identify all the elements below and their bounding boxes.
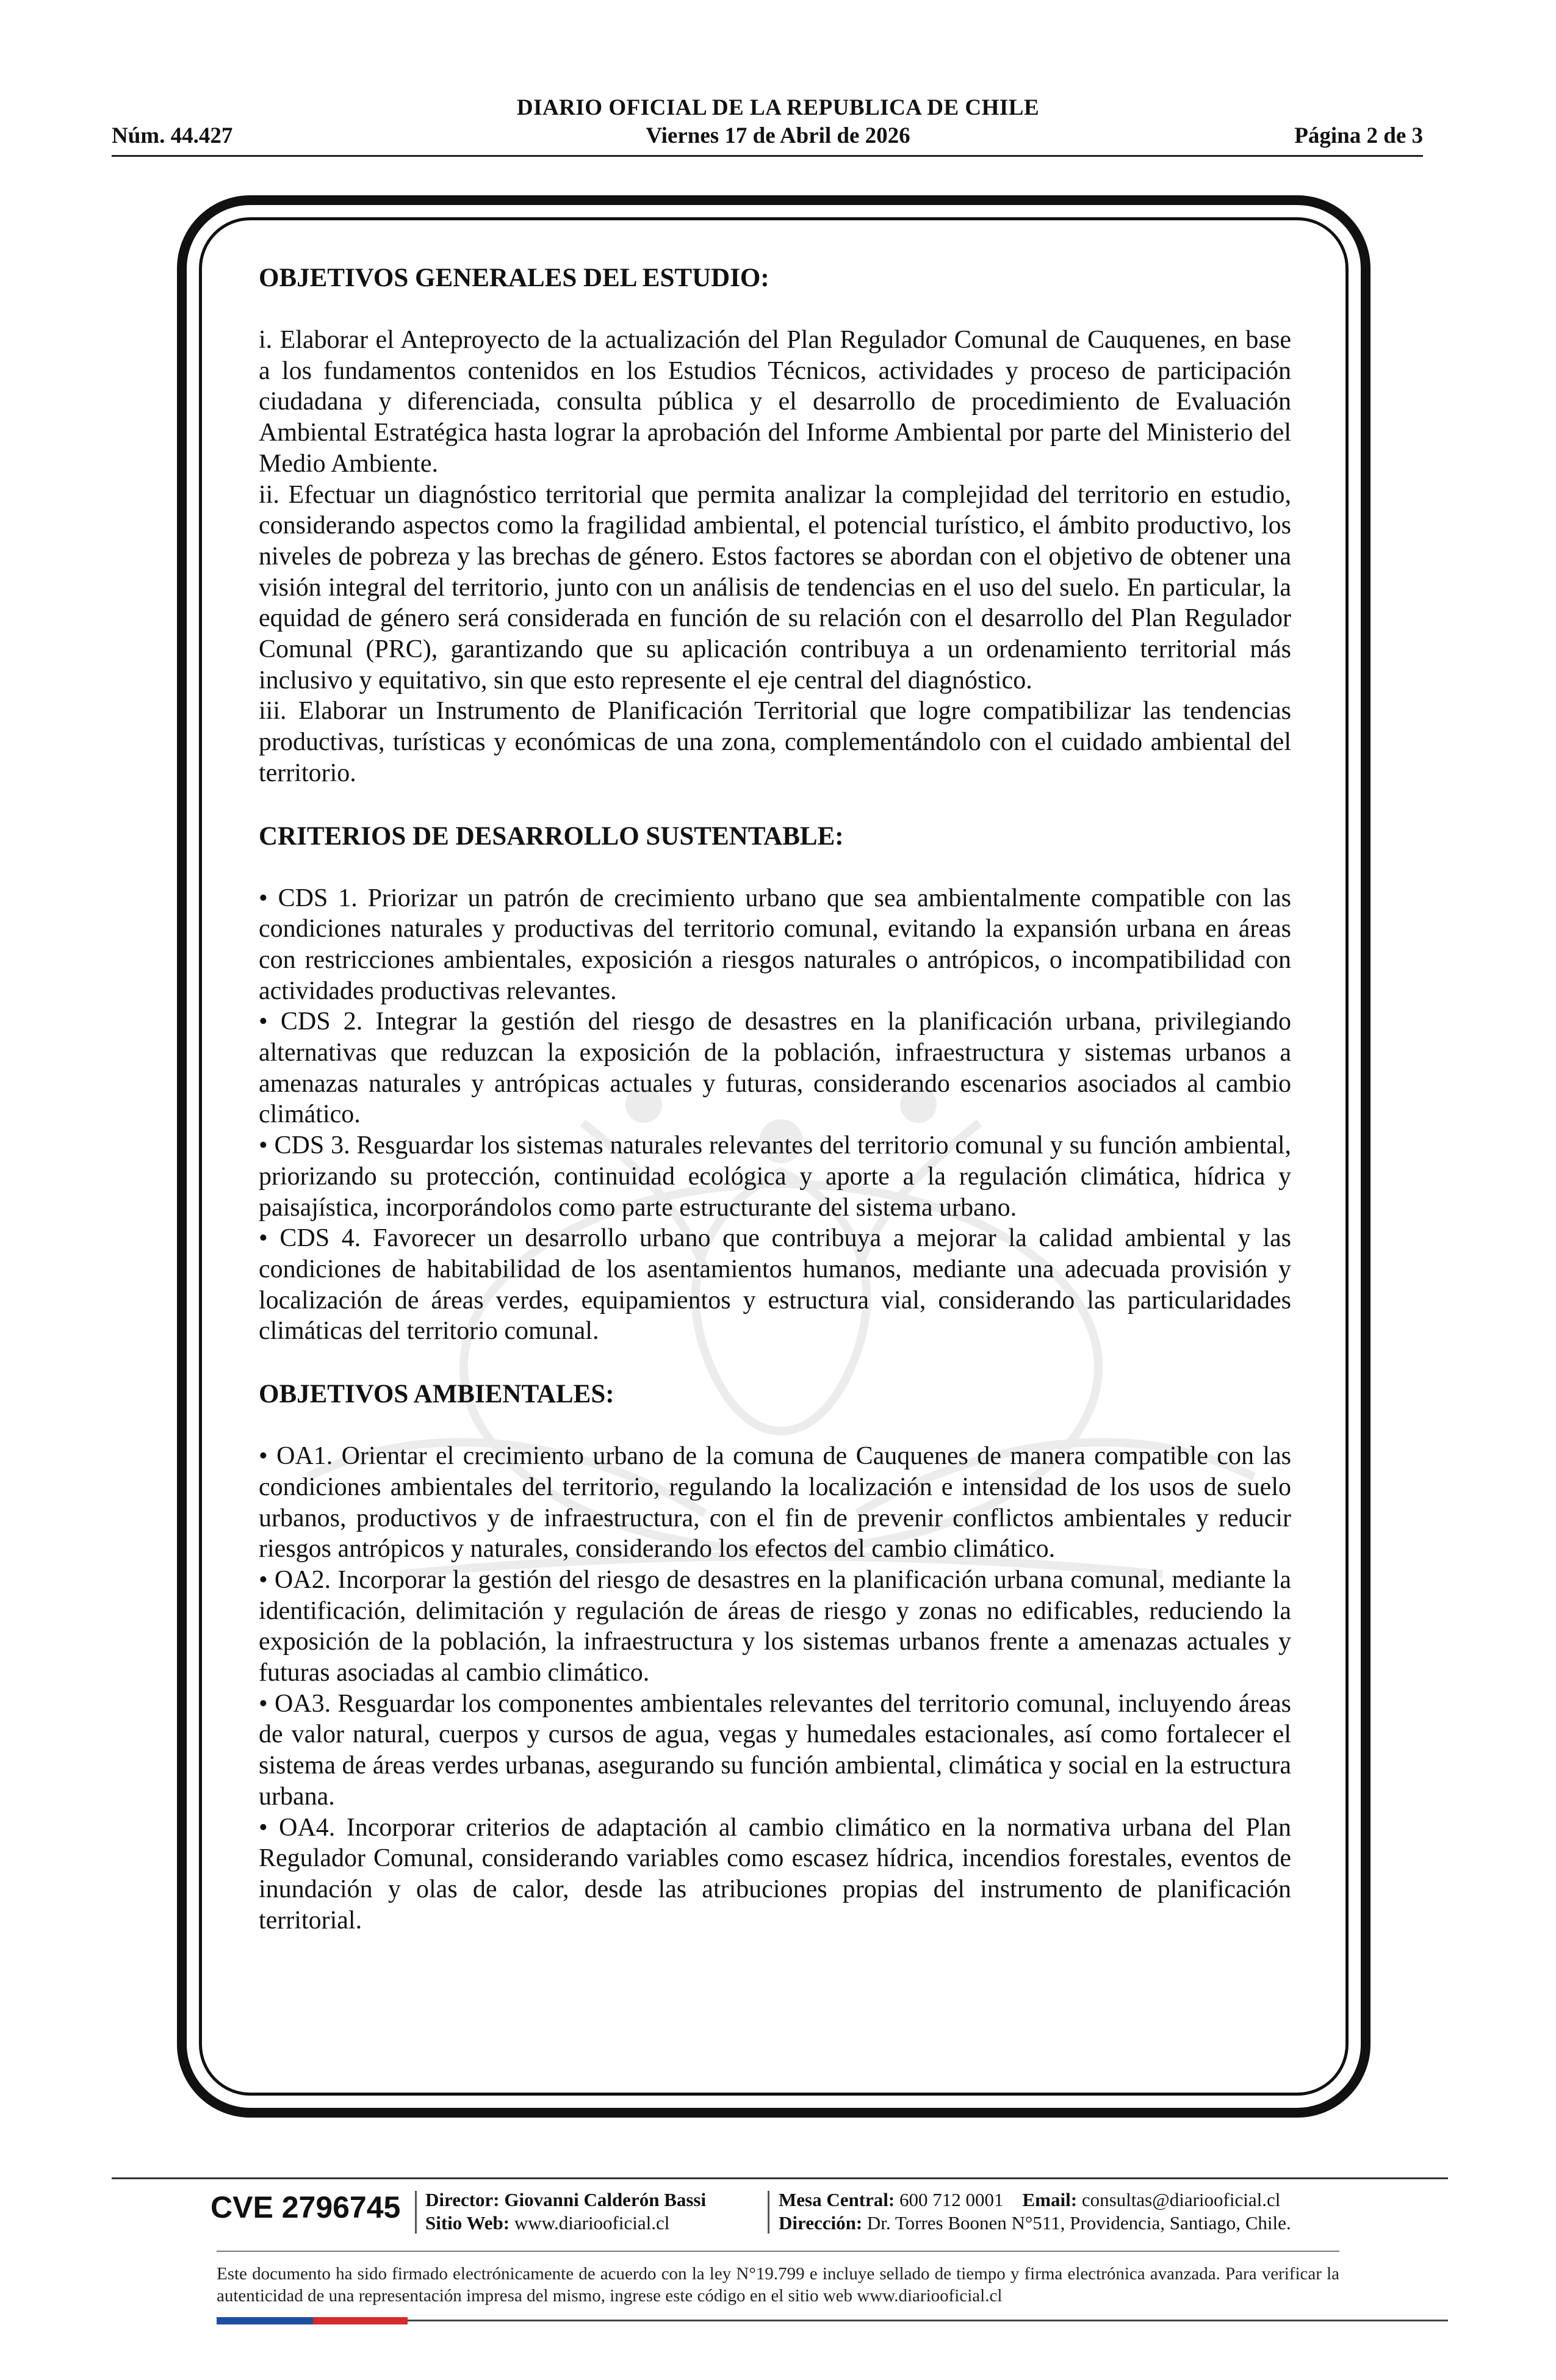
header-divider [112, 155, 1423, 157]
publication-title: DIARIO OFICIAL DE LA REPUBLICA DE CHILE [516, 95, 1040, 120]
legal-notice: Este documento ha sido firmado electrónicamente de acuerdo con la ley N°19.799 e incluye sellado de tiempo y firma electrónica avanzada. Para verificar la autenticidad de una representación impresa del mismo, ingrese este código en el sitio web www.diariooficial.cl [217, 2264, 1339, 2306]
web-label: Sitio Web: [425, 2212, 510, 2234]
criteria-paragraph: • CDS 4. Favorecer un desarrollo urbano que contribuya a mejorar la calidad ambiental y las condiciones de habitabilidad de los asentamientos humanos, mediante una adecuada provisión y localización de áreas verdes, equipamientos y estructura vial, considerando las particularidades climáticas del territorio comunal. [259, 1224, 1291, 1346]
section-heading-sustainable-criteria: CRITERIOS DE DESARROLLO SUSTENTABLE: [259, 821, 844, 851]
environmental-objective-paragraph: • OA4. Incorporar criterios de adaptación al cambio climático en la normativa urbana del Plan Regulador Comunal, considerando variables como escasez hídrica, incendios forestales, eventos de inundación y olas de calor, desde las atribuciones propias del instrumento de planificación territorial. [259, 1813, 1291, 1935]
document-body [259, 262, 1291, 1936]
address-value: Dr. Torres Boonen N°511, Providencia, Santiago, Chile. [866, 2212, 1291, 2234]
section-heading-environmental-objectives: OBJETIVOS AMBIENTALES: [259, 1380, 614, 1409]
footer-director-block [425, 2188, 706, 2235]
email-link[interactable]: consultas@diariooficial.cl [1081, 2189, 1281, 2210]
environmental-objective-paragraph: • OA2. Incorporar la gestión del riesgo de desastres en la planificación urbana comunal, mediante la identificación, delimitación y regulación de áreas de riesgo y zonas no edificables, reduciendo la exposición de la población, la infraestructura y los sistemas urbanos frente a amenazas actuales y futuras asociadas al cambio climático. [259, 1565, 1291, 1687]
cve-code: CVE 2796745 [211, 2190, 401, 2224]
address-label: Dirección: [779, 2212, 863, 2234]
footer-mid-divider [217, 2251, 1339, 2252]
footer-top-divider [112, 2177, 1448, 2179]
criteria-paragraph: • CDS 3. Resguardar los sistemas naturales relevantes del territorio comunal y su función ambiental, priorizando su protección, continuidad ecológica y aporte a la regulación climática, hídrica y paisajística, incorporándolos como parte estructurante del sistema urbano. [259, 1131, 1291, 1222]
footer-separator [768, 2191, 769, 2234]
objective-paragraph: i. Elaborar el Anteproyecto de la actualización del Plan Regulador Comunal de Cauquenes, en base a los fundamentos contenidos en los Estudios Técnicos, actividades y proceso de participación ciudadana y diferenciada, consulta pública y el desarrollo de procedimiento de Evaluación Ambiental Estratégica hasta lograr la aprobación del Informe Ambiental por parte del Ministerio del Medio Ambiente. [259, 326, 1291, 478]
environmental-objective-paragraph: • OA1. Orientar el crecimiento urbano de la comuna de Cauquenes de manera compatible con las condiciones ambientales del territorio, regulando la localización e intensidad de los usos de suelo urbanos, productivos y de infraestructura, con el fin de prevenir conflictos ambientales y reducir riesgos antrópicos y naturales, considerando los efectos del cambio climático. [259, 1442, 1291, 1563]
criteria-paragraph: • CDS 1. Priorizar un patrón de crecimiento urbano que sea ambientalmente compatible con las condiciones naturales y productivas del territorio comunal, evitando la expansión urbana en áreas con restricciones ambientales, exposición a riesgos naturales o antrópicos, o incompatibilidad con actividades productivas relevantes. [259, 884, 1291, 1005]
objective-paragraph: iii. Elaborar un Instrumento de Planificación Territorial que logre compatibilizar las tendencias productivas, turísticas y económicas de una zona, complementándolo con el cuidado ambiental del territorio. [259, 697, 1291, 787]
phone-value: 600 712 0001 [899, 2189, 1004, 2210]
criteria-paragraph: • CDS 2. Integrar la gestión del riesgo de desastres en la planificación urbana, privilegiando alternativas que reduzcan la exposición de la población, infraestructura y sistemas urbanos a amenazas naturales y antrópicas actuales y futuras, considerando escenarios asociados al cambio climático. [259, 1008, 1291, 1129]
email-label: Email: [1022, 2189, 1078, 2210]
web-link[interactable]: www.diariooficial.cl [514, 2212, 670, 2234]
director-label: Director: [425, 2189, 500, 2210]
phone-label: Mesa Central: [779, 2189, 895, 2210]
flag-bar-blue [217, 2317, 313, 2324]
environmental-objective-paragraph: • OA3. Resguardar los componentes ambientales relevantes del territorio comunal, incluyendo áreas de valor natural, cuerpos y cursos de agua, vegas y humedales estacionales, así como fortalecer el sistema de áreas verdes urbanas, asegurando su función ambiental, climática y social en la estructura urbana. [259, 1689, 1291, 1811]
issue-date: Viernes 17 de Abril de 2026 [646, 123, 910, 148]
footer-bottom-divider [408, 2320, 1448, 2321]
page-indicator: Página 2 de 3 [1294, 123, 1423, 148]
footer-separator [415, 2191, 417, 2234]
section-heading-general-objectives: OBJETIVOS GENERALES DEL ESTUDIO: [259, 264, 769, 292]
flag-bar-red [313, 2317, 408, 2324]
director-name: Giovanni Calderón Bassi [504, 2189, 707, 2210]
issue-number: Núm. 44.427 [112, 123, 233, 148]
footer-contact-block [779, 2188, 1291, 2235]
objective-paragraph: ii. Efectuar un diagnóstico territorial que permita analizar la complejidad del territorio en estudio, considerando aspectos como la fragilidad ambiental, el potencial turístico, el ámbito productivo, los niveles de pobreza y las brechas de género. Estos factores se abordan con el objetivo de obtener una visión integral del territorio, junto con un análisis de tendencias en el uso del suelo. En particular, la equidad de género será considerada en función de su relación con el desarrollo del Plan Regulador Comunal (PRC), garantizando que su aplicación contribuya a un ordenamiento territorial más inclusivo y equitativo, sin que esto represente el eje central del diagnóstico. [259, 480, 1291, 694]
